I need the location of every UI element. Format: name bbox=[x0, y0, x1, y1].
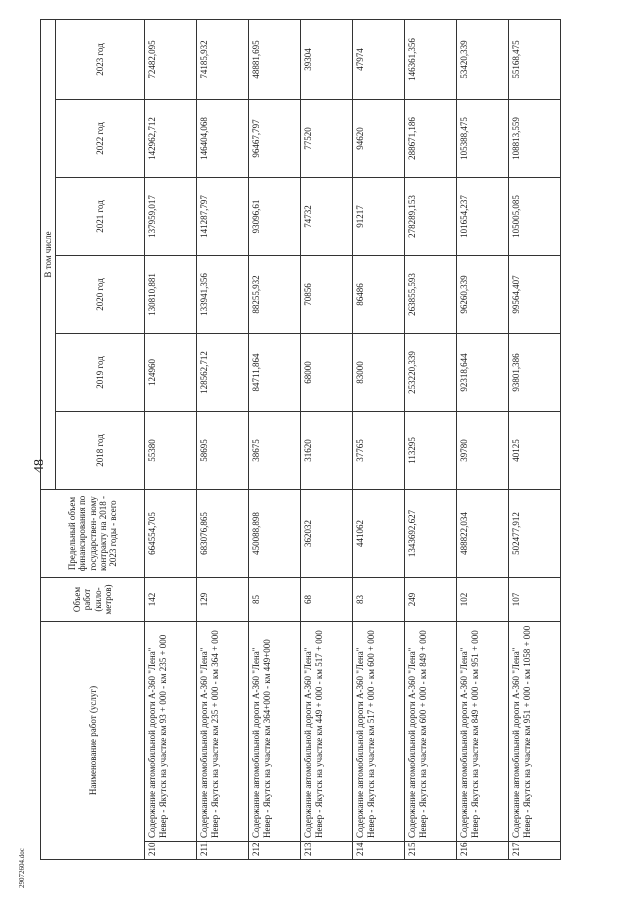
row-total: 450088,898 bbox=[249, 489, 301, 577]
row-year-value: 93801,386 bbox=[509, 333, 561, 411]
row-year-value: 124960 bbox=[145, 333, 197, 411]
row-number: 216. bbox=[457, 842, 509, 860]
row-year-value: 88255,932 bbox=[249, 255, 301, 333]
row-year-value: 77520 bbox=[301, 99, 353, 177]
row-volume: 83 bbox=[353, 577, 405, 621]
table-row bbox=[301, 19, 353, 859]
row-number: 214. bbox=[353, 842, 405, 860]
page-number: 48 bbox=[32, 459, 47, 473]
header-year: 2020 год bbox=[56, 255, 145, 333]
row-year-value: 70856 bbox=[301, 255, 353, 333]
header-year: 2018 год bbox=[56, 411, 145, 489]
row-volume: 107 bbox=[509, 577, 561, 621]
row-year-value: 278289,153 bbox=[405, 177, 457, 255]
row-name: Содержание автомобильной дороги А-360 "Лена" Невер - Якутск на участке км 93 + 000 - км 235 + 000 bbox=[145, 621, 197, 841]
row-number: 212. bbox=[249, 842, 301, 860]
row-name: Содержание автомобильной дороги А-360 "Лена" Невер - Якутск на участке км 951 + 000 - км 1058 + 000 bbox=[509, 621, 561, 841]
header-total: Предельный объем финансирования по государствен- ному контракту на 2018 - 2023 годы - всего bbox=[41, 489, 145, 577]
row-year-value: 37765 bbox=[353, 411, 405, 489]
row-year-value: 146361,356 bbox=[405, 19, 457, 99]
row-year-value: 288671,186 bbox=[405, 99, 457, 177]
row-year-value: 263855,593 bbox=[405, 255, 457, 333]
header-volume: Объем работ (кило- метров) bbox=[41, 577, 145, 621]
row-total: 362032 bbox=[301, 489, 353, 577]
row-total: 1343692,627 bbox=[405, 489, 457, 577]
row-name: Содержание автомобильной дороги А-360 "Лена" Невер - Якутск на участке км 449 + 000 - км 517 + 000 bbox=[301, 621, 353, 841]
row-year-value: 128562,712 bbox=[197, 333, 249, 411]
header-year: 2019 год bbox=[56, 333, 145, 411]
row-year-value: 84711,864 bbox=[249, 333, 301, 411]
row-total: 488822,034 bbox=[457, 489, 509, 577]
row-volume: 129 bbox=[197, 577, 249, 621]
table-row bbox=[197, 19, 249, 859]
row-volume: 249 bbox=[405, 577, 457, 621]
row-year-value: 86486 bbox=[353, 255, 405, 333]
row-name: Содержание автомобильной дороги А-360 "Лена" Невер - Якутск на участке км 364+000 - км 449+000 bbox=[249, 621, 301, 841]
table-row bbox=[249, 19, 301, 859]
row-year-value: 92318,644 bbox=[457, 333, 509, 411]
table-row bbox=[353, 19, 405, 859]
row-volume: 68 bbox=[301, 577, 353, 621]
row-total: 441062 bbox=[353, 489, 405, 577]
row-year-value: 83000 bbox=[353, 333, 405, 411]
row-year-value: 137959,017 bbox=[145, 177, 197, 255]
header-year: 2022 год bbox=[56, 99, 145, 177]
row-number: 213. bbox=[301, 842, 353, 860]
row-year-value: 68000 bbox=[301, 333, 353, 411]
row-year-value: 141287,797 bbox=[197, 177, 249, 255]
row-name: Содержание автомобильной дороги А-360 "Лена" Невер - Якутск на участке км 600 + 000 - км 849 + 000 bbox=[405, 621, 457, 841]
row-total: 502477,912 bbox=[509, 489, 561, 577]
row-year-value: 74732 bbox=[301, 177, 353, 255]
row-year-value: 96467,797 bbox=[249, 99, 301, 177]
row-year-value: 47974 bbox=[353, 19, 405, 99]
row-year-value: 55380 bbox=[145, 411, 197, 489]
header-year: 2023 год bbox=[56, 19, 145, 99]
row-year-value: 113295 bbox=[405, 411, 457, 489]
row-year-value: 74185,932 bbox=[197, 19, 249, 99]
rotated-table-container bbox=[40, 20, 580, 860]
footer-file-name: 29072604.doc bbox=[18, 848, 26, 888]
row-year-value: 48881,695 bbox=[249, 19, 301, 99]
row-year-value: 105388,475 bbox=[457, 99, 509, 177]
table-row bbox=[457, 19, 509, 859]
table-row bbox=[509, 19, 561, 859]
row-year-value: 53420,339 bbox=[457, 19, 509, 99]
header-row-top bbox=[41, 19, 56, 859]
row-year-value: 38675 bbox=[249, 411, 301, 489]
row-year-value: 39304 bbox=[301, 19, 353, 99]
row-year-value: 39780 bbox=[457, 411, 509, 489]
row-year-value: 58695 bbox=[197, 411, 249, 489]
row-year-value: 253220,339 bbox=[405, 333, 457, 411]
row-year-value: 93096,61 bbox=[249, 177, 301, 255]
row-volume: 102 bbox=[457, 577, 509, 621]
row-year-value: 94620 bbox=[353, 99, 405, 177]
row-year-value: 105005,085 bbox=[509, 177, 561, 255]
row-year-value: 99564,407 bbox=[509, 255, 561, 333]
financing-table bbox=[40, 19, 561, 860]
row-name: Содержание автомобильной дороги А-360 "Лена" Невер - Якутск на участке км 517 + 000 - км 600 + 000 bbox=[353, 621, 405, 841]
row-year-value: 108813,559 bbox=[509, 99, 561, 177]
row-volume: 142 bbox=[145, 577, 197, 621]
header-including: В том числе bbox=[41, 19, 56, 489]
row-year-value: 133941,356 bbox=[197, 255, 249, 333]
row-year-value: 40125 bbox=[509, 411, 561, 489]
row-year-value: 55168,475 bbox=[509, 19, 561, 99]
row-number: 215. bbox=[405, 842, 457, 860]
table-row bbox=[405, 19, 457, 859]
table-row bbox=[145, 19, 197, 859]
row-total: 664554,705 bbox=[145, 489, 197, 577]
row-year-value: 31620 bbox=[301, 411, 353, 489]
row-name: Содержание автомобильной дороги А-360 "Лена" Невер - Якутск на участке км 235 + 000 - км 364 + 000 bbox=[197, 621, 249, 841]
row-number: 210. bbox=[145, 842, 197, 860]
header-name: Наименование работ (услуг) bbox=[41, 621, 145, 859]
header-year: 2021 год bbox=[56, 177, 145, 255]
row-volume: 85 bbox=[249, 577, 301, 621]
row-number: 211. bbox=[197, 842, 249, 860]
row-year-value: 91217 bbox=[353, 177, 405, 255]
row-year-value: 146404,068 bbox=[197, 99, 249, 177]
row-year-value: 142962,712 bbox=[145, 99, 197, 177]
row-year-value: 130810,881 bbox=[145, 255, 197, 333]
row-year-value: 72482,095 bbox=[145, 19, 197, 99]
row-year-value: 101654,237 bbox=[457, 177, 509, 255]
row-total: 683076,865 bbox=[197, 489, 249, 577]
row-name: Содержание автомобильной дороги А-360 "Лена" Невер - Якутск на участке км 849 + 000 - км 951 + 000 bbox=[457, 621, 509, 841]
row-year-value: 96260,339 bbox=[457, 255, 509, 333]
row-number: 217. bbox=[509, 842, 561, 860]
